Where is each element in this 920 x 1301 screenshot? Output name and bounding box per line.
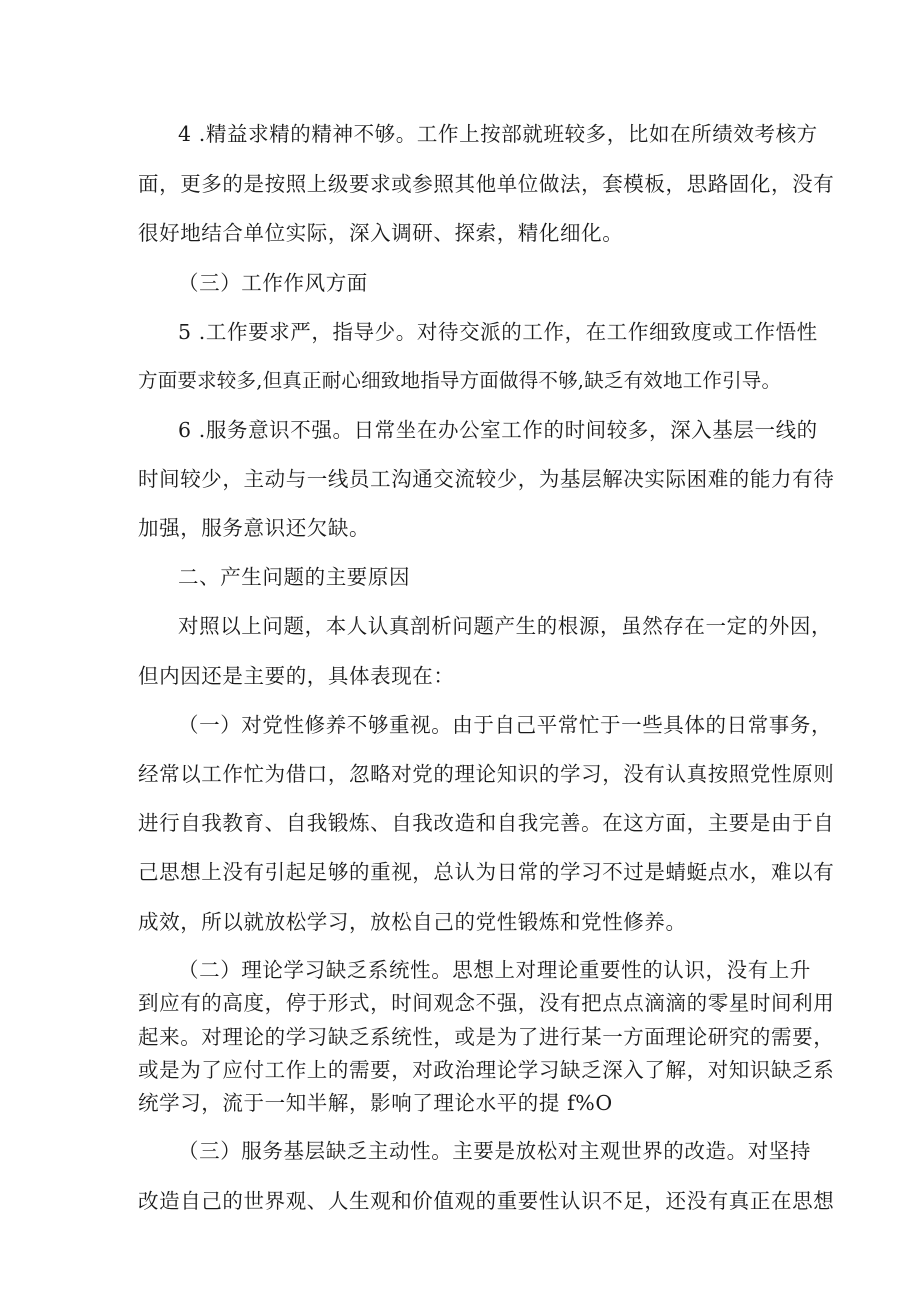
text-line: 到应有的高度，停于形式，时间观念不强，没有把点点滴滴的零星时间利用	[138, 991, 835, 1015]
text-line: 5 .工作要求严，指导少。对待交派的工作，在工作细致度或工作悟性	[178, 320, 818, 344]
text-line: 对照以上问题，本人认真剖析问题产生的根源，虽然存在一定的外因，	[178, 614, 833, 638]
text-line: 4 .精益求精的精神不够。工作上按部就班较多，比如在所绩效考核方	[178, 122, 818, 146]
section-heading: （三）工作作风方面	[178, 271, 368, 295]
text-line: 经常以工作忙为借口，忽略对党的理论知识的学习，没有认真按照党性原则	[138, 762, 835, 786]
text-line: 己思想上没有引起足够的重视，总认为日常的学习不过是蜻蜓点水，难以有	[138, 860, 835, 884]
text-line: （三）服务基层缺乏主动性。主要是放松对主观世界的改造。对坚持	[178, 1139, 811, 1163]
text-line: 或是为了应付工作上的需要，对政治理论学习缺乏深入了解，对知识缺乏系	[138, 1058, 835, 1082]
text-line: 但内因还是主要的，具体表现在：	[138, 664, 455, 688]
text-line: 6 .服务意识不强。日常坐在办公室工作的时间较多，深入基层一线的	[178, 418, 818, 442]
text-line: 方面要求较多,但真正耐心细致地指导方面做得不够,缺乏有效地工作引导。	[138, 369, 782, 392]
text-line: 统学习，流于一知半解，影响了理论水平的提 f%O	[138, 1091, 613, 1115]
text-line: 进行自我教育、自我锻炼、自我改造和自我完善。在这方面，主要是由于自	[138, 811, 835, 835]
text-line: 改造自己的世界观、人生观和价值观的重要性认识不足，还没有真正在思想	[138, 1189, 835, 1213]
text-line: （一）对党性修养不够重视。由于自己平常忙于一些具体的日常事务，	[178, 713, 833, 737]
text-line: （二）理论学习缺乏系统性。思想上对理论重要性的认识，没有上升	[178, 958, 811, 982]
text-line: 时间较少，主动与一线员工沟通交流较少，为基层解决实际困难的能力有待	[138, 467, 835, 491]
text-line: 成效，所以就放松学习，放松自己的党性锻炼和党性修养。	[138, 910, 687, 934]
text-line: 面，更多的是按照上级要求或参照其他单位做法，套模板，思路固化，没有	[138, 172, 835, 196]
text-line: 起来。对理论的学习缺乏系统性，或是为了进行某一方面理论研究的需要，	[138, 1025, 835, 1049]
section-heading: 二、产生问题的主要原因	[178, 565, 411, 589]
text-line: 加强，服务意识还欠缺。	[138, 516, 371, 540]
text-line: 很好地结合单位实际，深入调研、探索，精化细化。	[138, 221, 624, 245]
